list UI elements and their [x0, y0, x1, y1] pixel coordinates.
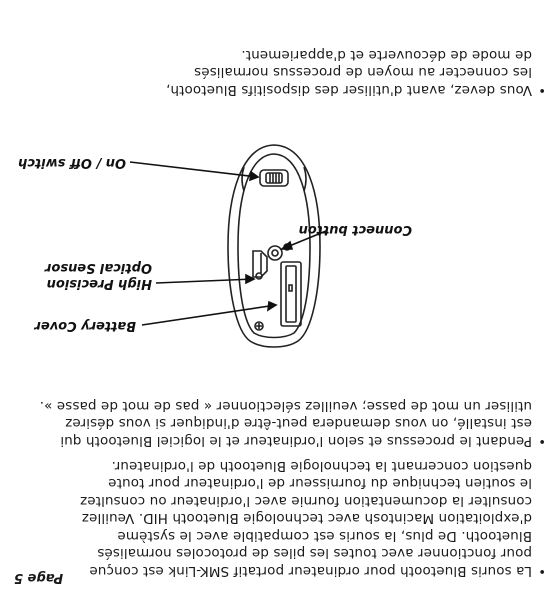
- text-line: Bluetooth. De plus, la souris est compatible avec le système: [117, 528, 532, 544]
- text-line: d'exploitation Macintosh avec technologie Bluetooth HID. Veuillez: [81, 510, 532, 527]
- leader-battery: [142, 305, 276, 325]
- bullet-pairing: [165, 46, 546, 99]
- bullet-marker: •: [538, 82, 546, 97]
- bullet-marker: •: [538, 433, 546, 448]
- label-optical-sensor: [45, 259, 152, 291]
- bullet-marker: •: [538, 563, 546, 578]
- text-line: consulter la documentation fournie avec l'ordinateur ou consultez: [80, 493, 532, 509]
- text-line: La souris Bluetooth pour ordinateur portatif SMK-Link est conçue: [89, 563, 532, 579]
- text-line: Vous devez, avant d'utiliser des dispositifs Bluetooth,: [165, 82, 532, 98]
- label-battery-cover: Battery Cover: [34, 318, 136, 333]
- text-line: est installé, on vous demandera peut-être d'indiquer si vous désirez: [65, 415, 532, 432]
- text-line: les connecter au moyen de processus normalisés: [194, 64, 532, 81]
- text-line: pour fonctionner avec toutes les piles de protocoles normalisés: [97, 545, 532, 562]
- label-on-off-switch: On / Off switch: [18, 155, 126, 170]
- text-line: de mode de découverte et d'appariement.: [241, 47, 532, 63]
- text-line: le soutien technique du fournisseur de l'ordinateur pour toute: [108, 475, 532, 492]
- text-line: Pendant le processus et selon l'ordinateur et le logiciel Bluetooth qui: [60, 433, 532, 449]
- battery-cover: [281, 262, 301, 326]
- label-connect-button: Connect button: [298, 222, 412, 237]
- leader-onoff: [130, 162, 258, 177]
- text-line: utiliser un mot de passe; veuillez sélectionner « pas de mot de passe ».: [39, 398, 532, 414]
- label-optical-line-2: Optical Sensor: [44, 260, 152, 275]
- optical-sensor: [268, 246, 282, 260]
- label-optical-line-1: High Precision: [46, 276, 152, 291]
- text-line: question concernant la technologie Bluetooth de l'ordinateur.: [111, 458, 532, 474]
- page-number: Page 5: [14, 570, 64, 585]
